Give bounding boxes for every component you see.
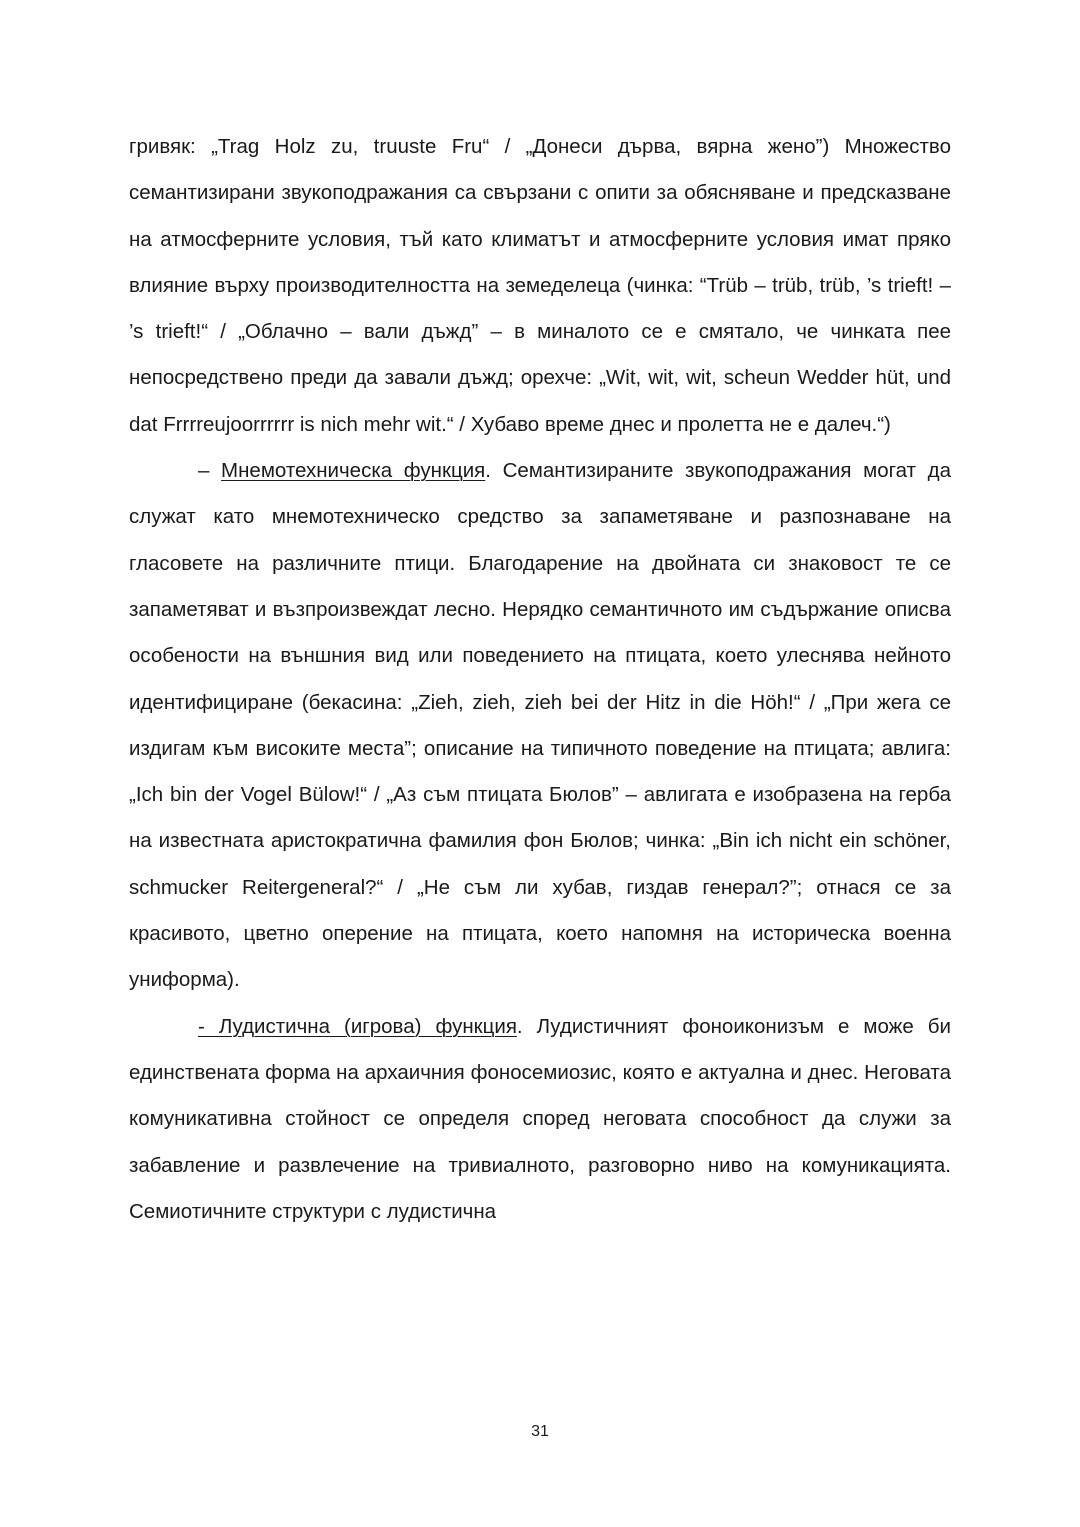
section-heading-ludic: - Лудистична (игрова) функция bbox=[198, 1014, 517, 1038]
paragraph-text: . Лудистичният фоноиконизъм е може би единствената форма на архаичния фоносемиозис, която е актуална и днес. Неговата комуникативна стойност се определя според неговата способност да служи за забавление и развлечение на тривиалното, разговорно ниво на комуникацията. Семиотичните структури с лудистична bbox=[129, 1014, 951, 1223]
section-heading-mnemonic: Мнемотехническа функция bbox=[221, 459, 486, 483]
paragraph-text: . Семантизираните звукоподражания могат да служат като мнемотехническо средство за запаметяване и разпознаване на гласовете на различните птици. Благодарение на двойната си знаковост те се запаметяват и възпроизвеждат лесно. Нерядко семантичното им съдържание описва особености на външния вид или поведението на птицата, което улеснява нейното идентифициране (бекасина: „Zieh, zieh, zieh bei der Hitz in die Höh!“ / „При жега се издигам към високите места”; описание на типичното поведение на птицата; авлига: „Ich bin der Vogel Bülow!“ / „Аз съм птицата Бюлов” – авлигата е изобразена на герба на известната аристократична фамилия фон Бюлов; чинка: „Bin ich nicht ein schöner, schmucker Reitergeneral?“ / „Не съм ли хубав, гиздав генерал?”; отнася се за красивото, цветно оперение на птицата, което напомня на историческа военна униформа). bbox=[129, 459, 951, 992]
paragraph-mnemonic-function bbox=[129, 448, 951, 1004]
page-number: 31 bbox=[531, 1423, 549, 1440]
list-dash: – bbox=[198, 459, 222, 483]
paragraph-atmospheric bbox=[129, 124, 951, 448]
body-text bbox=[129, 124, 951, 1235]
paragraph-ludic-function bbox=[129, 1004, 951, 1235]
paragraph-text: гривяк: „Trag Holz zu, truuste Fru“ / „Донеси дърва, вярна жено”) Множество семантизирани звукоподражания са свързани с опити за обясняване и предсказване на атмосферните условия, тъй като климатът и атмосферните условия имат пряко влияние върху производителността на земеделеца (чинка: “Trüb – trüb, trüb, ’s trieft! – ’s trieft!“ / „Облачно – вали дъжд” – в миналото се е смятало, че чинката пее непосредствено преди да завали дъжд; орехче: „Wit, wit, wit, scheun Wedder hüt, und dat Frrrreujoorrrrrr is nich mehr wit.“ / Хубаво време днес и пролетта не е далеч.“) bbox=[129, 135, 951, 436]
